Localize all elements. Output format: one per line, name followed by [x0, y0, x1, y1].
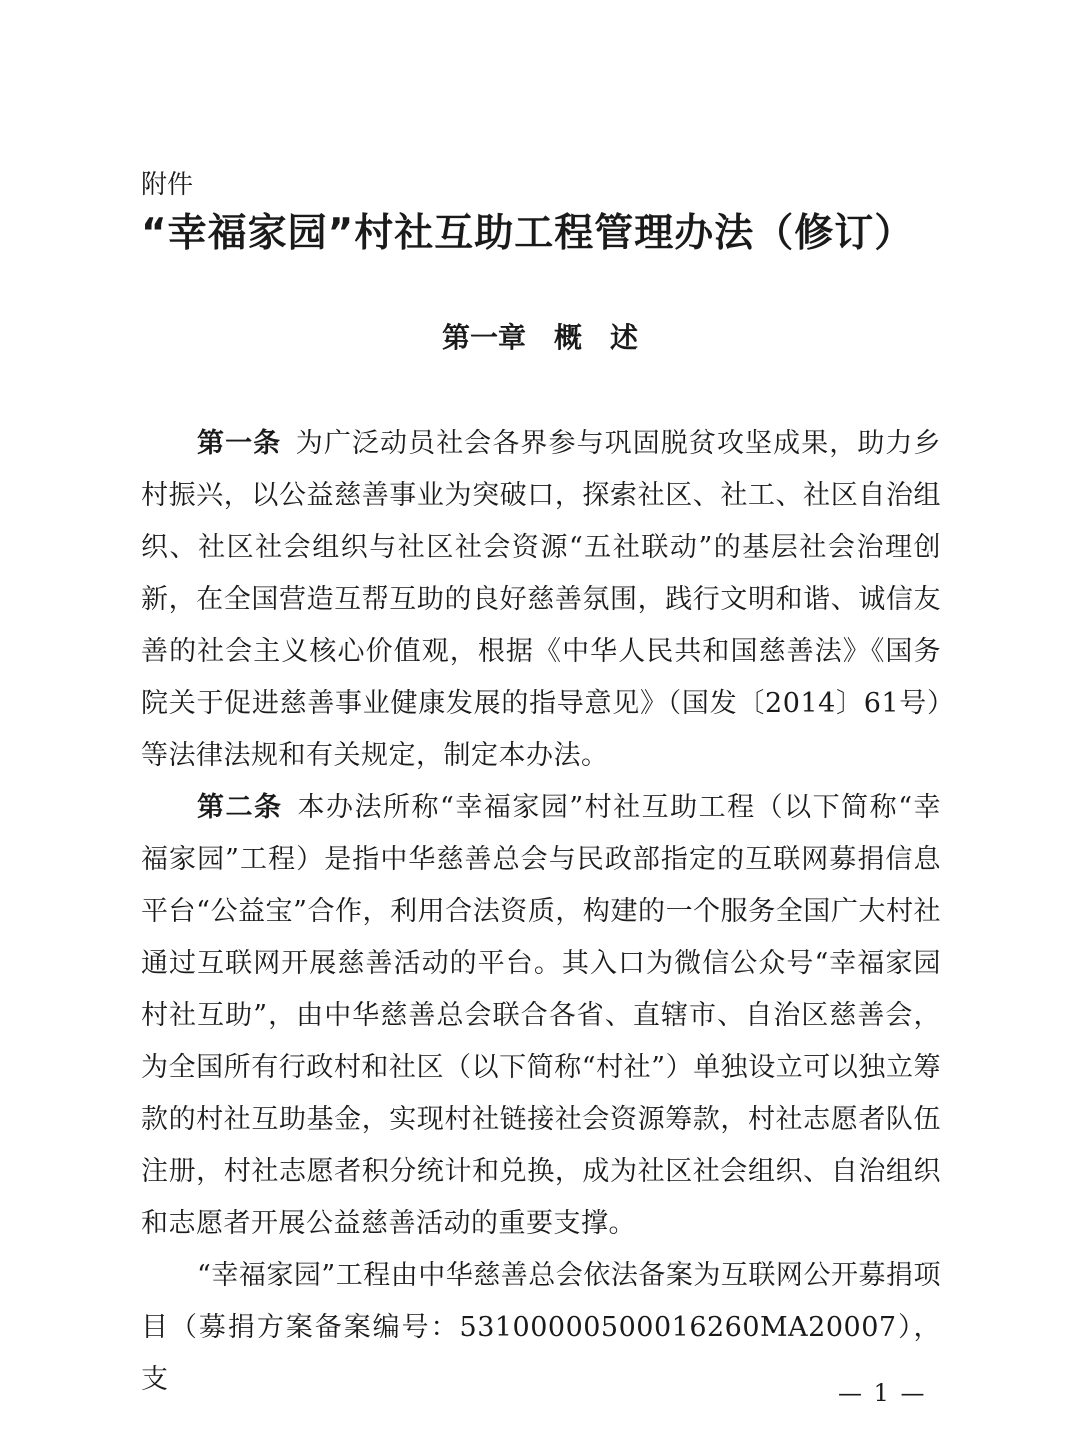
- paragraph-text: “幸福家园”工程由中华慈善总会依法备案为互联网公开募捐项目（募捐方案备案编号：53100000500016260MA20007），支: [141, 1260, 941, 1395]
- chapter-heading: 第一章 概 述: [441, 321, 638, 354]
- article-2-label: 第二条: [197, 792, 283, 823]
- article-1: [141, 418, 941, 782]
- document-body: [141, 418, 941, 1406]
- paragraph: [141, 1250, 941, 1406]
- article-2: [141, 782, 941, 1250]
- article-2-text: 本办法所称“幸福家园”村社互助工程（以下简称“幸福家园”工程）是指中华慈善总会与民政部指定的互联网募捐信息平台“公益宝”合作，利用合法资质，构建的一个服务全国广大村社通过互联网开展慈善活动的平台。其入口为微信公众号“幸福家园村社互助”，由中华慈善总会联合各省、直辖市、自治区慈善会，为全国所有行政村和社区（以下简称“村社”）单独设立可以独立筹款的村社互助基金，实现村社链接社会资源筹款，村社志愿者队伍注册，村社志愿者积分统计和兑换，成为社区社会组织、自治组织和志愿者开展公益慈善活动的重要支撑。: [141, 792, 941, 1239]
- page-number: — 1 —: [838, 1379, 927, 1407]
- attachment-label: 附件: [141, 170, 194, 200]
- article-1-text: 为广泛动员社会各界参与巩固脱贫攻坚成果，助力乡村振兴，以公益慈善事业为突破口，探索社区、社工、社区自治组织、社区社会组织与社区社会资源“五社联动”的基层社会治理创新，在全国营造互帮互助的良好慈善氛围，践行文明和谐、诚信友善的社会主义核心价值观，根据《中华人民共和国慈善法》《国务院关于促进慈善事业健康发展的指导意见》（国发〔2014〕61号）等法律法规和有关规定，制定本办法。: [141, 428, 942, 771]
- document-title: “幸福家园”村社互助工程管理办法（修订）: [141, 211, 915, 256]
- article-1-label: 第一条: [197, 428, 282, 459]
